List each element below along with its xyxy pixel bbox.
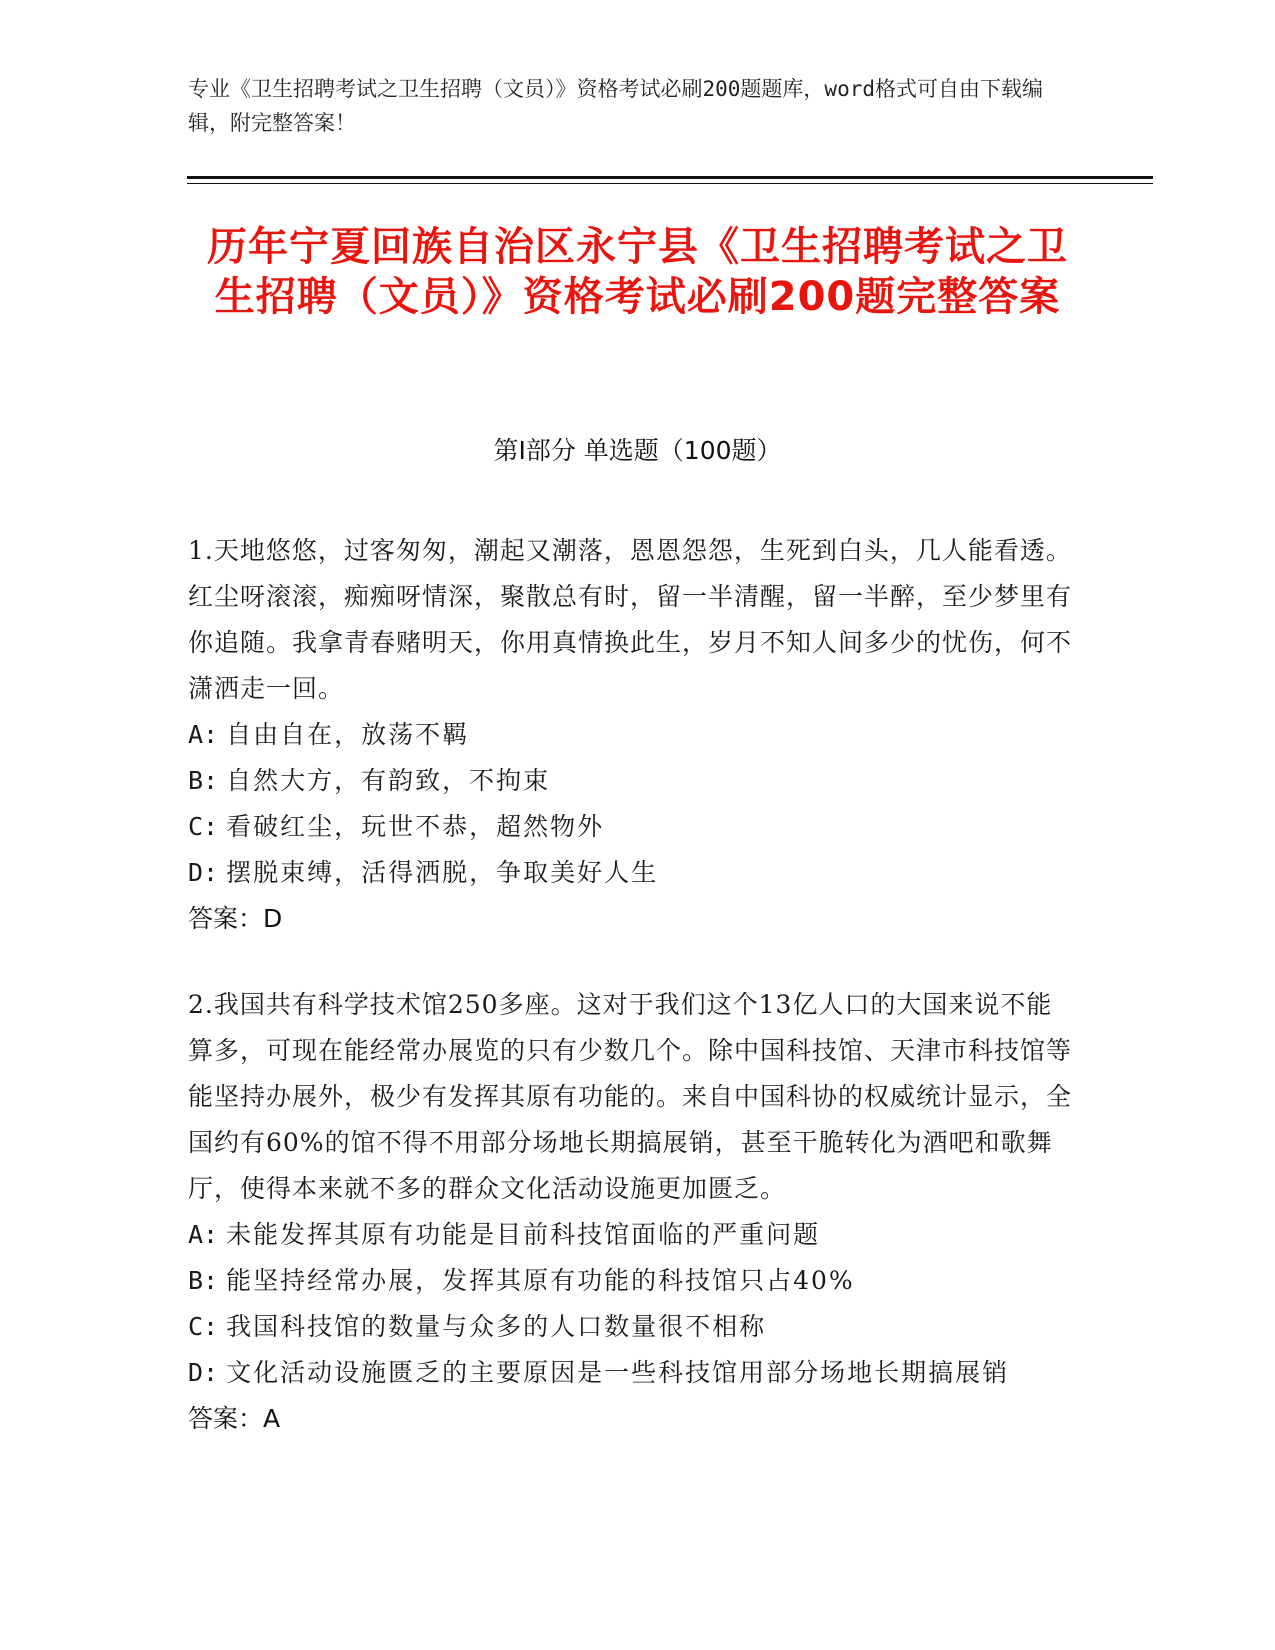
option-text: 文化活动设施匮乏的主要原因是一些科技馆用部分场地长期搞展销	[226, 1358, 1010, 1387]
option-text: 我国科技馆的数量与众多的人口数量很不相称	[226, 1312, 767, 1341]
option-key: A:	[188, 720, 219, 749]
document-title: 历年宁夏回族自治区永宁县《卫生招聘考试之卫生招聘（文员）》资格考试必刷200题完整答案	[207, 224, 1068, 320]
section-heading: 第Ⅰ部分 单选题（100题）	[493, 436, 782, 465]
question-stem: 2.我国共有科学技术馆250多座。这对于我们这个13亿人口的大国来说不能算多，可现在能经常办展览的只有少数几个。除中国科技馆、天津市科技馆等能坚持办展外，极少有发挥其原有功能的。来自中国科协的权威统计显示，全国约有60%的馆不得不用部分场地长期搞展销，甚至干脆转化为酒吧和歌舞厅，使得本来就不多的群众文化活动设施更加匮乏。	[188, 990, 1073, 1203]
question-1	[188, 528, 1078, 942]
option-c	[188, 804, 1078, 850]
answer-line: 答案：A	[188, 1404, 281, 1433]
option-key: C:	[188, 1312, 219, 1341]
header-divider-thick	[187, 176, 1153, 179]
option-text: 未能发挥其原有功能是目前科技馆面临的严重问题	[226, 1220, 821, 1249]
option-text: 看破红尘，玩世不恭，超然物外	[226, 812, 605, 841]
option-key: A:	[188, 1220, 219, 1249]
option-key: B:	[188, 1266, 219, 1295]
option-key: B:	[188, 766, 219, 795]
question-2	[188, 982, 1078, 1442]
option-b	[188, 1258, 1078, 1304]
option-key: D:	[188, 858, 219, 887]
option-text: 能坚持经常办展，发挥其原有功能的科技馆只占40%	[226, 1266, 855, 1295]
option-d	[188, 850, 1078, 896]
option-a	[188, 1212, 1078, 1258]
option-c	[188, 1304, 1078, 1350]
option-key: D:	[188, 1358, 219, 1387]
option-text: 自然大方，有韵致，不拘束	[226, 766, 551, 795]
option-text: 自由自在，放荡不羁	[226, 720, 470, 749]
header-divider-thin	[187, 183, 1153, 184]
option-key: C:	[188, 812, 219, 841]
option-text: 摆脱束缚，活得洒脱，争取美好人生	[226, 858, 659, 887]
option-b	[188, 758, 1078, 804]
question-stem: 1.天地悠悠，过客匆匆，潮起又潮落，恩恩怨怨，生死到白头，几人能看透。红尘呀滚滚，痴痴呀情深，聚散总有时，留一半清醒，留一半醉，至少梦里有你追随。我拿青春赌明天，你用真情换此生，岁月不知人间多少的忧伤，何不潇洒走一回。	[188, 536, 1073, 703]
header-note: 专业《卫生招聘考试之卫生招聘（文员）》资格考试必刷200题题库，word格式可自由下载编辑，附完整答案！	[188, 77, 1043, 135]
option-a	[188, 712, 1078, 758]
answer-line: 答案：D	[188, 904, 283, 933]
option-d	[188, 1350, 1078, 1396]
